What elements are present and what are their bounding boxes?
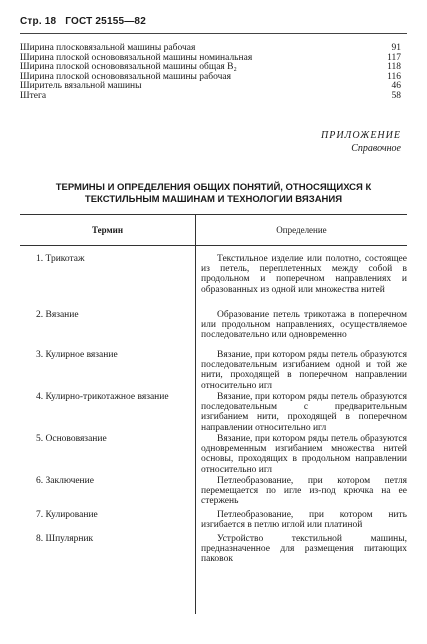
definition-cell: Вязание, при котором ряды петель образуются последовательным изгибанием одной и той же нити, проходящей в поперечном направлении относительно игл	[201, 350, 407, 391]
column-header-term: Термин	[20, 215, 196, 245]
appendix-subtitle: Справочное	[351, 143, 401, 154]
term-cell: 8. Шпулярник	[36, 534, 94, 544]
term-cell: 3. Кулирное вязание	[36, 350, 118, 360]
column-header-definition: Определение	[276, 225, 327, 235]
appendix-title: ПРИЛОЖЕНИЕ	[321, 130, 401, 141]
table-row	[20, 350, 407, 391]
definition-cell: Образование петель трикотажа в поперечном или продольном направлениях, осуществляемое последовательно или одновременно	[201, 310, 407, 341]
table-row	[20, 254, 407, 295]
table-row	[20, 476, 407, 507]
term-cell: 5. Основовязание	[36, 434, 107, 444]
table-row	[20, 392, 407, 433]
definition-cell: Вязание, при котором ряды петель образуются последовательным с предварительным изгибанием нити, проходящей в поперечном направлении относительно игл	[201, 392, 407, 433]
alphabetical-index	[20, 44, 401, 102]
term-cell: 7. Кулирование	[36, 510, 98, 520]
term-cell: 1. Трикотаж	[36, 254, 85, 264]
table-row	[20, 434, 407, 475]
header-divider	[20, 33, 407, 34]
definition-cell: Петлеобразование, при котором нить изгибается в петлю иглой или платиной	[201, 510, 407, 531]
table-row	[20, 510, 407, 530]
index-entry: Ширина плосковязальной машины рабочая 91	[20, 43, 401, 53]
definition-cell: Вязание, при котором ряды петель образуются одновременным изгибанием множества нитей основы, проходящих в продольном направлении относительно игл	[201, 434, 407, 475]
section-title: ТЕРМИНЫ И ОПРЕДЕЛЕНИЯ ОБЩИХ ПОНЯТИЙ, ОТНОСЯЩИХСЯ К ТЕКСТИЛЬНЫМ МАШИНАМ И ТЕХНОЛОГИИ ВЯЗАНИЯ	[55, 182, 372, 205]
terms-table	[20, 214, 407, 614]
definition-cell: Петлеобразование, при котором петля перемещается по игле из-под крючка на ее стержень	[201, 476, 407, 507]
page-label: Стр. 18	[20, 16, 57, 27]
definition-cell: Устройство текстильной машины, предназначенное для размещения питающих паковок	[201, 534, 407, 565]
table-row	[20, 534, 407, 565]
index-entry: Ширитель вязальной машины 46	[20, 81, 401, 92]
index-entry: Ширина плоской основовязальной машины рабочая 116	[20, 71, 401, 82]
term-cell: 6. Заключение	[36, 476, 94, 486]
index-entry: Штега 58	[20, 90, 401, 101]
appendix-label	[321, 129, 401, 155]
page-header	[20, 16, 146, 27]
standard-number: ГОСТ 25155—82	[65, 16, 146, 27]
table-row	[20, 310, 407, 341]
table-header	[20, 214, 407, 246]
term-cell: 4. Кулирно-трикотажное вязание	[36, 392, 169, 402]
term-cell: 2. Вязание	[36, 310, 79, 320]
definition-cell: Текстильное изделие или полотно, состоящее из петель, переплетенных между собой в продольном и поперечном направлениях и образованных из одной или множества нитей	[201, 254, 407, 295]
index-entry: Ширина плоской основовязальной машины общая B₂ 118	[20, 62, 401, 73]
index-entry: Ширина плоской основовязальной машины номинальная 117	[20, 52, 401, 63]
